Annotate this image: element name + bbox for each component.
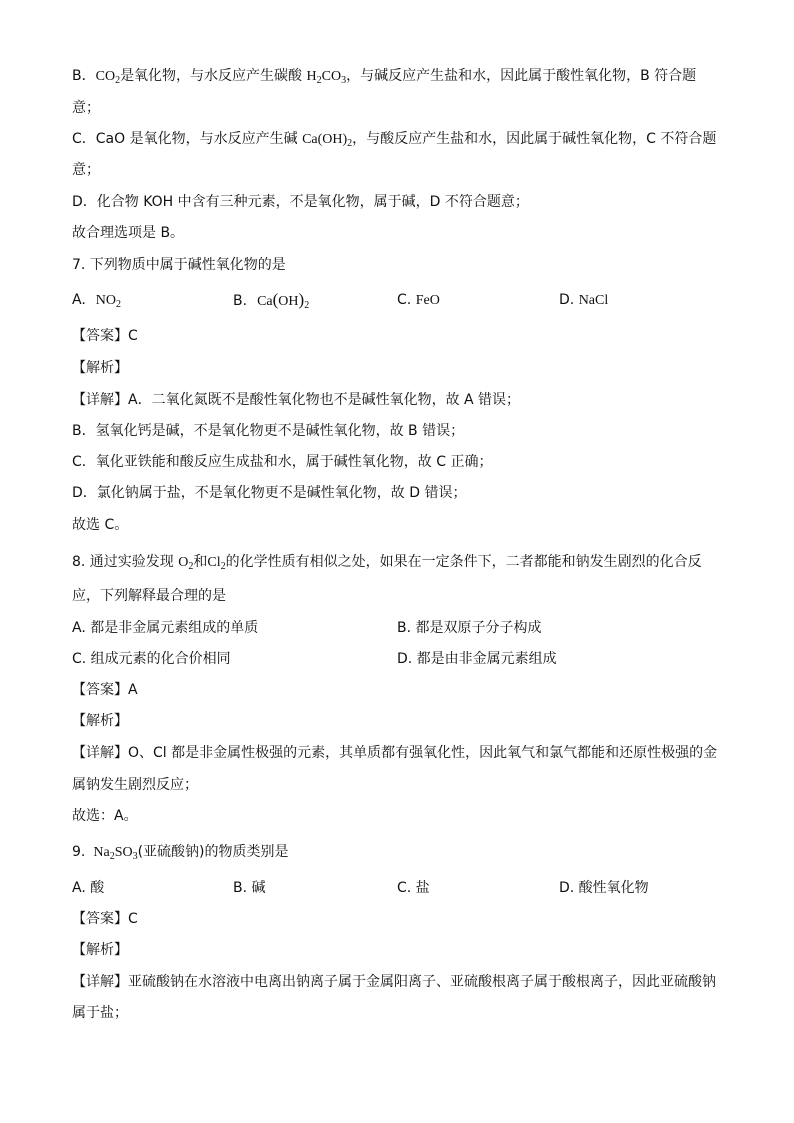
q8-option-c: C. 组成元素的化合价相同 — [72, 651, 231, 667]
q7-option-c: C. FeO — [397, 292, 440, 308]
q7-detail-b: B．氢氧化钙是碱，不是氧化物更不是碱性氧化物，故 B 错误； — [72, 423, 465, 439]
q7-conclusion: 故选 C。 — [72, 517, 129, 533]
q7-detail-a: 【详解】A．二氧化氮既不是酸性氧化物也不是碱性氧化物，故 A 错误； — [72, 392, 521, 408]
q9-option-c: C. 盐 — [397, 880, 430, 896]
q8-answer: 【答案】A — [72, 682, 138, 698]
q7-answer: 【答案】C — [72, 328, 138, 344]
q9-detail-line1: 【详解】亚硫酸钠在水溶液中电离出钠离子属于金属阳离子、亚硫酸根离子属于酸根离子，因此亚硫酸钠 — [72, 974, 716, 990]
q6-explain-c-line2: 意； — [72, 162, 100, 178]
q8-detail-line2: 属钠发生剧烈反应； — [72, 777, 198, 793]
q8-option-a: A. 都是非金属元素组成的单质 — [72, 620, 259, 636]
q9-detail-line2: 属于盐； — [72, 1005, 128, 1021]
q9-option-d: D. 酸性氧化物 — [559, 880, 649, 896]
q8-stem-line2: 应，下列解释最合理的是 — [72, 588, 226, 604]
q9-answer: 【答案】C — [72, 911, 138, 927]
q6-explain-c-line1: C．CaO 是氧化物，与水反应产生碱 $Ca(OH)_2$，与酸反应产生盐和水，因此属于碱性氧化物，C 不符合题 — [72, 131, 717, 149]
q9-analysis-heading: 【解析】 — [72, 942, 128, 958]
q8-analysis-heading: 【解析】 — [72, 713, 128, 729]
q7-option-b: B. $Ca(OH)_2$ — [233, 290, 310, 311]
q7-option-d: D. NaCl — [559, 292, 609, 308]
q9-stem: 9. $Na_2SO_3$(亚硫酸钠)的物质类别是 — [72, 844, 289, 862]
q8-stem-line1: 8. 通过实验发现 $O_2$和$Cl_2$的化学性质有相似之处，如果在一定条件下，二者都能和钠发生剧烈的化合反 — [72, 554, 702, 572]
q9-option-a: A. 酸 — [72, 880, 105, 896]
q7-option-a: A. $NO_2$ — [72, 292, 122, 310]
q7-detail-d: D．氯化钠属于盐，不是氧化物更不是碱性氧化物，故 D 错误； — [72, 485, 467, 501]
q7-detail-c: C．氧化亚铁能和酸反应生成盐和水，属于碱性氧化物，故 C 正确； — [72, 454, 493, 470]
q8-option-b: B. 都是双原子分子构成 — [397, 620, 542, 636]
q8-conclusion: 故选：A。 — [72, 808, 138, 824]
q8-option-d: D. 都是由非金属元素组成 — [397, 651, 557, 667]
q6-conclusion: 故合理选项是 B。 — [72, 225, 185, 241]
q7-analysis-heading: 【解析】 — [72, 360, 128, 376]
q6-explain-b-line2: 意； — [72, 100, 100, 116]
q6-explain-d: D．化合物 KOH 中含有三种元素，不是氧化物，属于碱，D 不符合题意； — [72, 194, 529, 210]
q6-explain-b-line1: B．$CO_2$是氧化物，与水反应产生碳酸 $H_2CO_3$，与碱反应产生盐和水，因此属于酸性氧化物，B 符合题 — [72, 68, 697, 86]
q8-detail-line1: 【详解】O、Cl 都是非金属性极强的元素，其单质都有强氧化性，因此氧气和氯气都能和还原性极强的金 — [72, 745, 718, 761]
q7-stem: 7. 下列物质中属于碱性氧化物的是 — [72, 257, 286, 273]
q9-option-b: B. 碱 — [233, 880, 266, 896]
